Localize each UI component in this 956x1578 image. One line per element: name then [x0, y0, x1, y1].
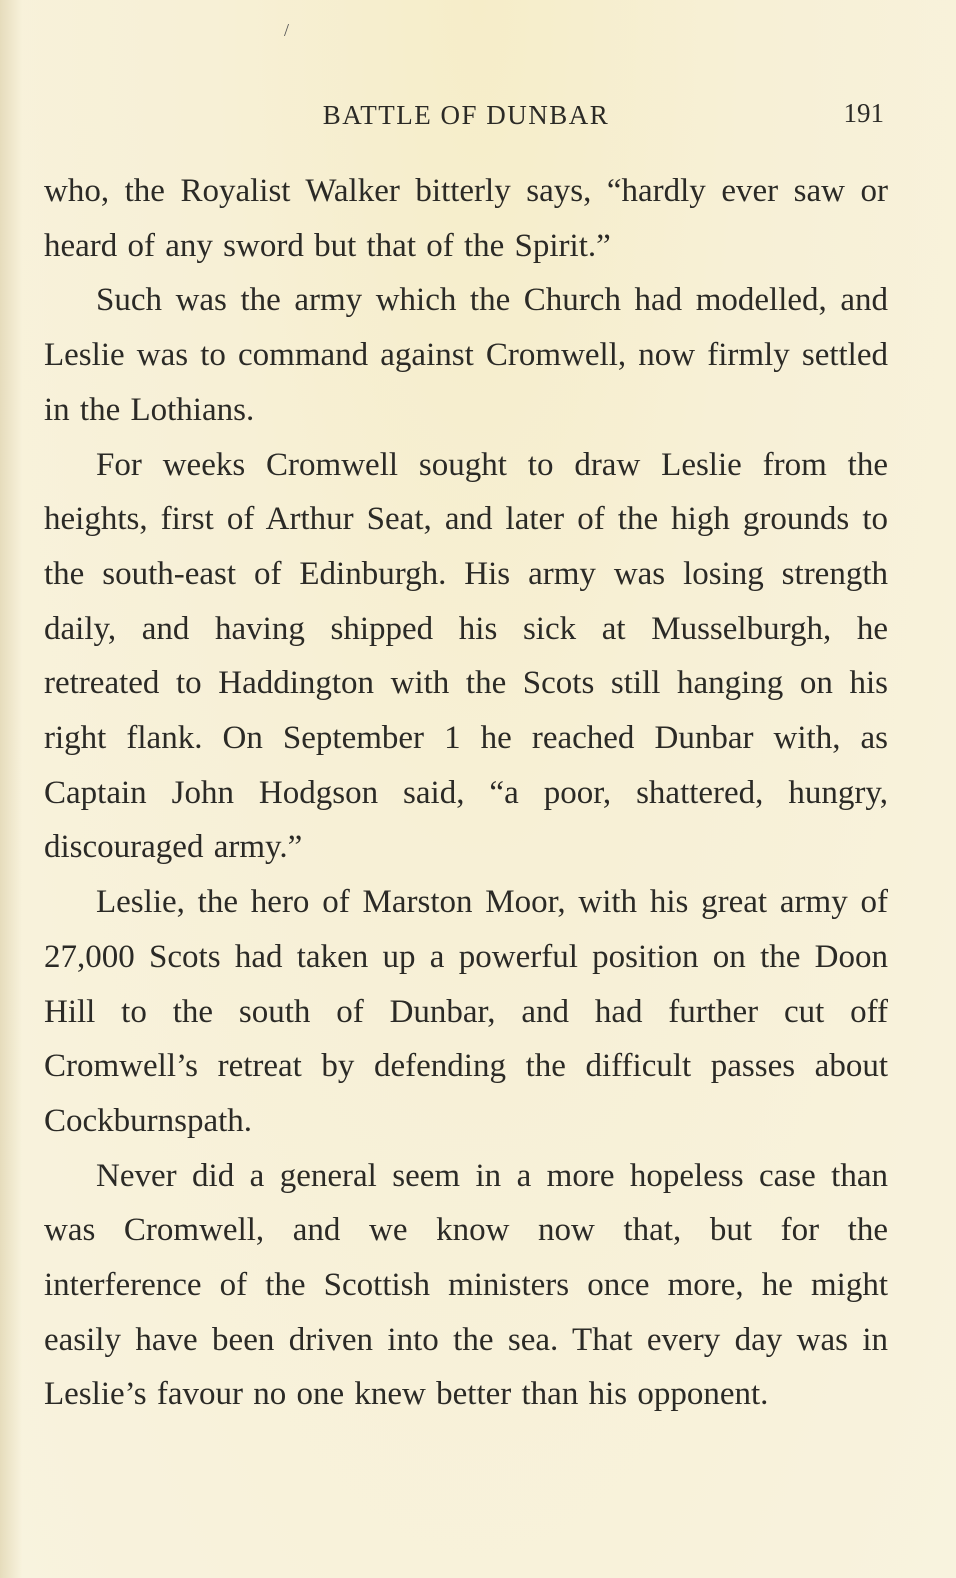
paragraph: Never did a general seem in a more hopeless case than was Cromwell, and we know now that, but for the interference of the Scottish ministers once more, he might easily have been driven into the sea. That every day was in Leslie’s favour no one knew better than his opponent.: [44, 1157, 888, 1413]
paragraph: who, the Royalist Walker bitterly says, “hardly ever saw or heard of any sword but that of the Spirit.”: [44, 173, 888, 264]
paragraph: Leslie, the hero of Marston Moor, with his great army of 27,000 Scots had taken up a powerful position on the Doon Hill to the south of Dunbar, and had further cut off Cromwell’s retreat by defending the difficult passes about Cockburnspath.: [44, 884, 888, 1139]
running-head: [44, 100, 888, 140]
paragraph: Such was the army which the Church had modelled, and Leslie was to command against Cromwell, now firmly settled in the Lothians.: [44, 282, 888, 428]
stray-mark: /: [284, 20, 290, 40]
page-number: 191: [843, 98, 884, 128]
body-text: [44, 164, 888, 1422]
paragraph: For weeks Cromwell sought to draw Leslie from the heights, first of Arthur Seat, and later of the high grounds to the south-east of Edinburgh. His army was losing strength daily, and having shipped his sick at Musselburgh, he retreated to Haddington with the Scots still hanging on his right flank. On September 1 he reached Dunbar with, as Captain John Hodgson said, “a poor, shattered, hungry, discouraged army.”: [44, 446, 888, 866]
running-title: BATTLE OF DUNBAR: [322, 100, 610, 130]
